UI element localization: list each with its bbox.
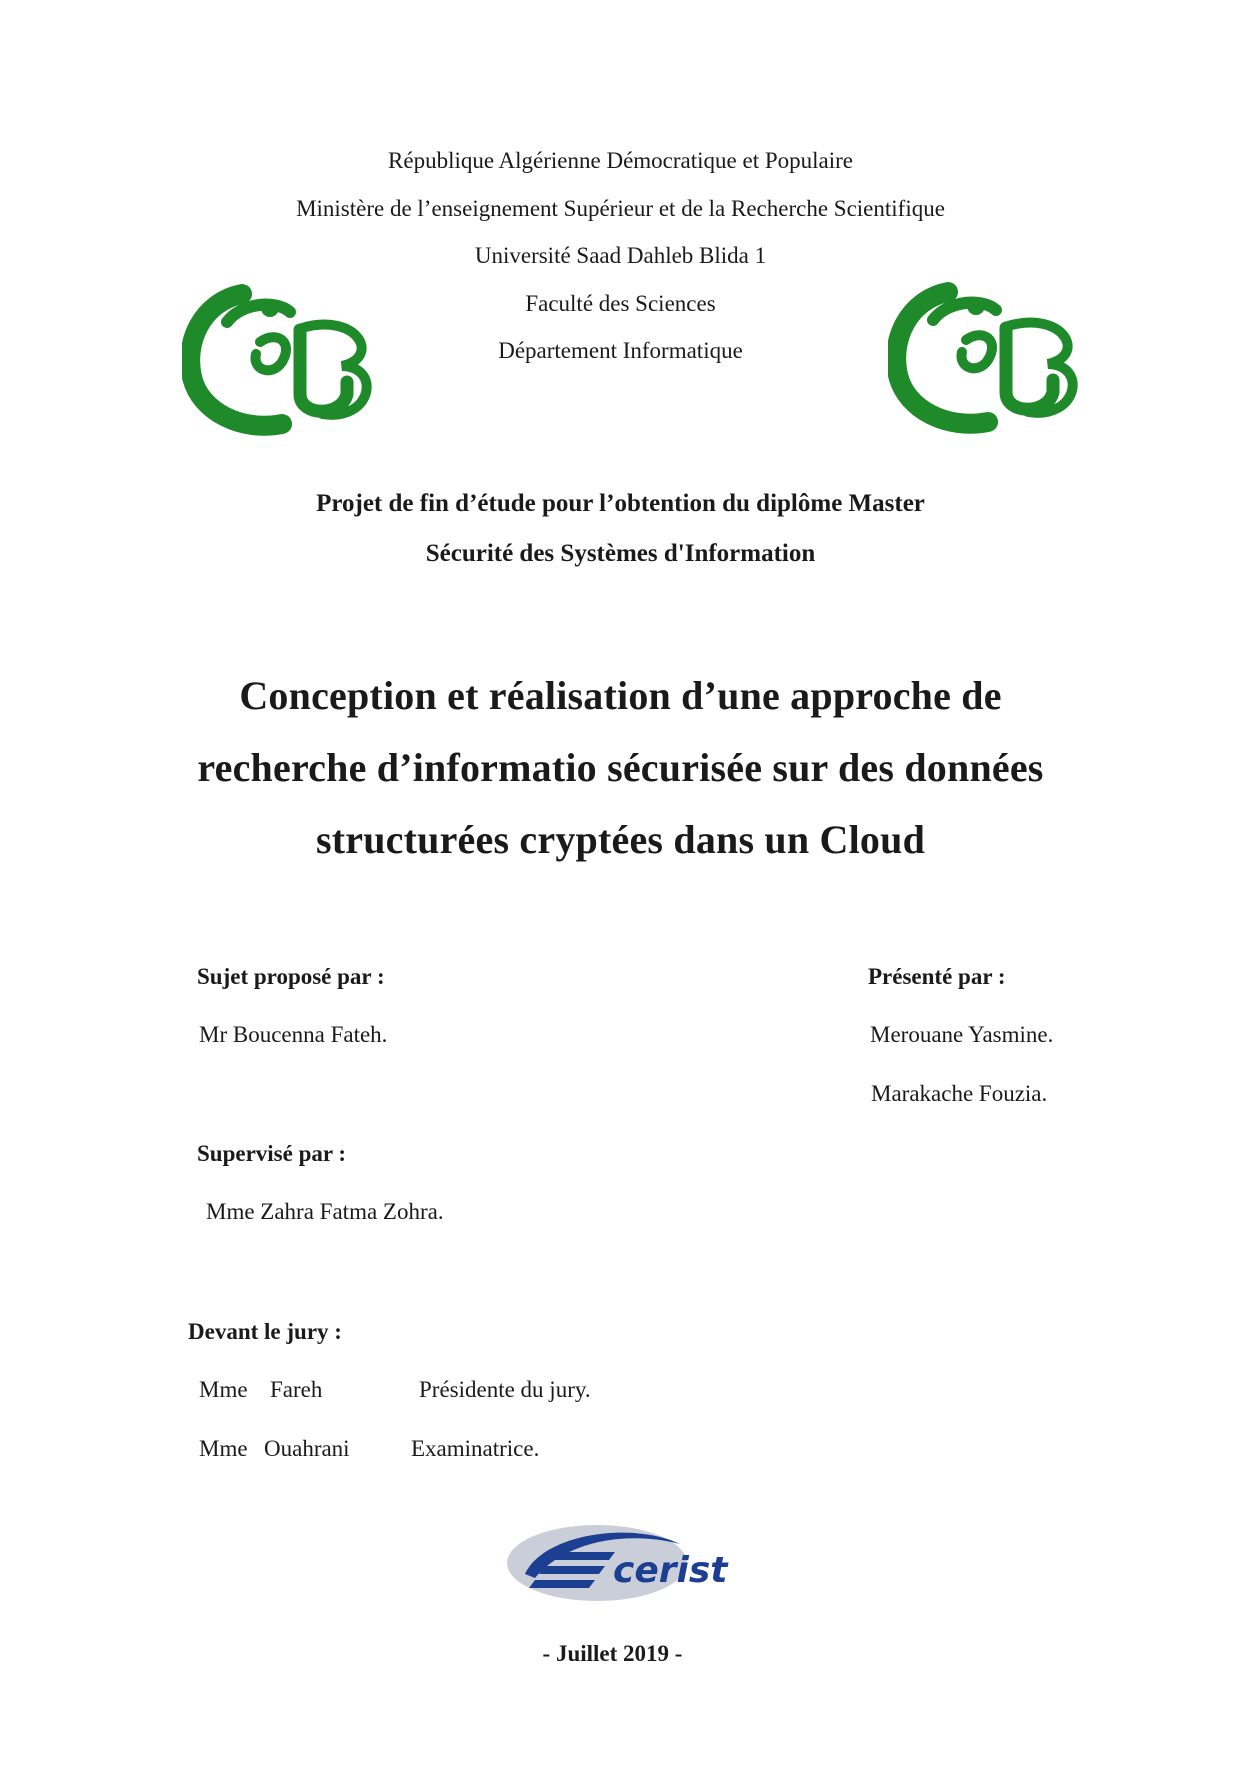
university-logo-right [888, 280, 1078, 436]
project-line-1: Projet de fin d’étude pour l’obtention du diplôme Master [316, 490, 925, 517]
jury-member-1-name: Fareh [270, 1377, 323, 1402]
supervised-name: Mme Zahra Fatma Zohra. [206, 1199, 444, 1224]
header-university: Université Saad Dahleb Blida 1 [474, 243, 767, 268]
thesis-title-line-1: Conception et réalisation d’une approche de [239, 673, 1002, 718]
header-ministry: Ministère de l’enseignement Supérieur et de la Recherche Scientifique [296, 196, 945, 221]
jury-member-1-role: Présidente du jury. [419, 1377, 591, 1402]
header-department: Département Informatique [498, 338, 743, 363]
supervised-label: Supervisé par : [197, 1141, 347, 1166]
thesis-title-line-2: recherche d’informatio sécurisée sur des données [197, 745, 1044, 790]
presented-name-1: Merouane Yasmine. [870, 1022, 1054, 1047]
proposed-label: Sujet proposé par : [197, 964, 385, 989]
presented-label: Présenté par : [868, 964, 1006, 989]
thesis-title-line-3: structurées cryptées dans un Cloud [315, 817, 926, 862]
header-republic: République Algérienne Démocratique et Populaire [388, 148, 853, 173]
date: - Juillet 2019 - [542, 1641, 683, 1666]
header-faculty: Faculté des Sciences [525, 291, 716, 316]
jury-member-2-name: Ouahrani [264, 1436, 350, 1461]
cerist-logo [505, 1522, 745, 1604]
jury-member-2-title: Mme [199, 1436, 248, 1461]
jury-label: Devant le jury : [188, 1319, 342, 1344]
jury-member-2-role: Examinatrice. [411, 1436, 540, 1461]
cerist-logo-text: cerist [613, 1550, 728, 1591]
proposed-name: Mr Boucenna Fateh. [199, 1022, 388, 1047]
jury-member-1-title: Mme [199, 1377, 248, 1402]
university-logo-left [182, 282, 372, 438]
project-line-2: Sécurité des Systèmes d'Information [425, 540, 816, 567]
presented-name-2: Marakache Fouzia. [871, 1081, 1048, 1106]
